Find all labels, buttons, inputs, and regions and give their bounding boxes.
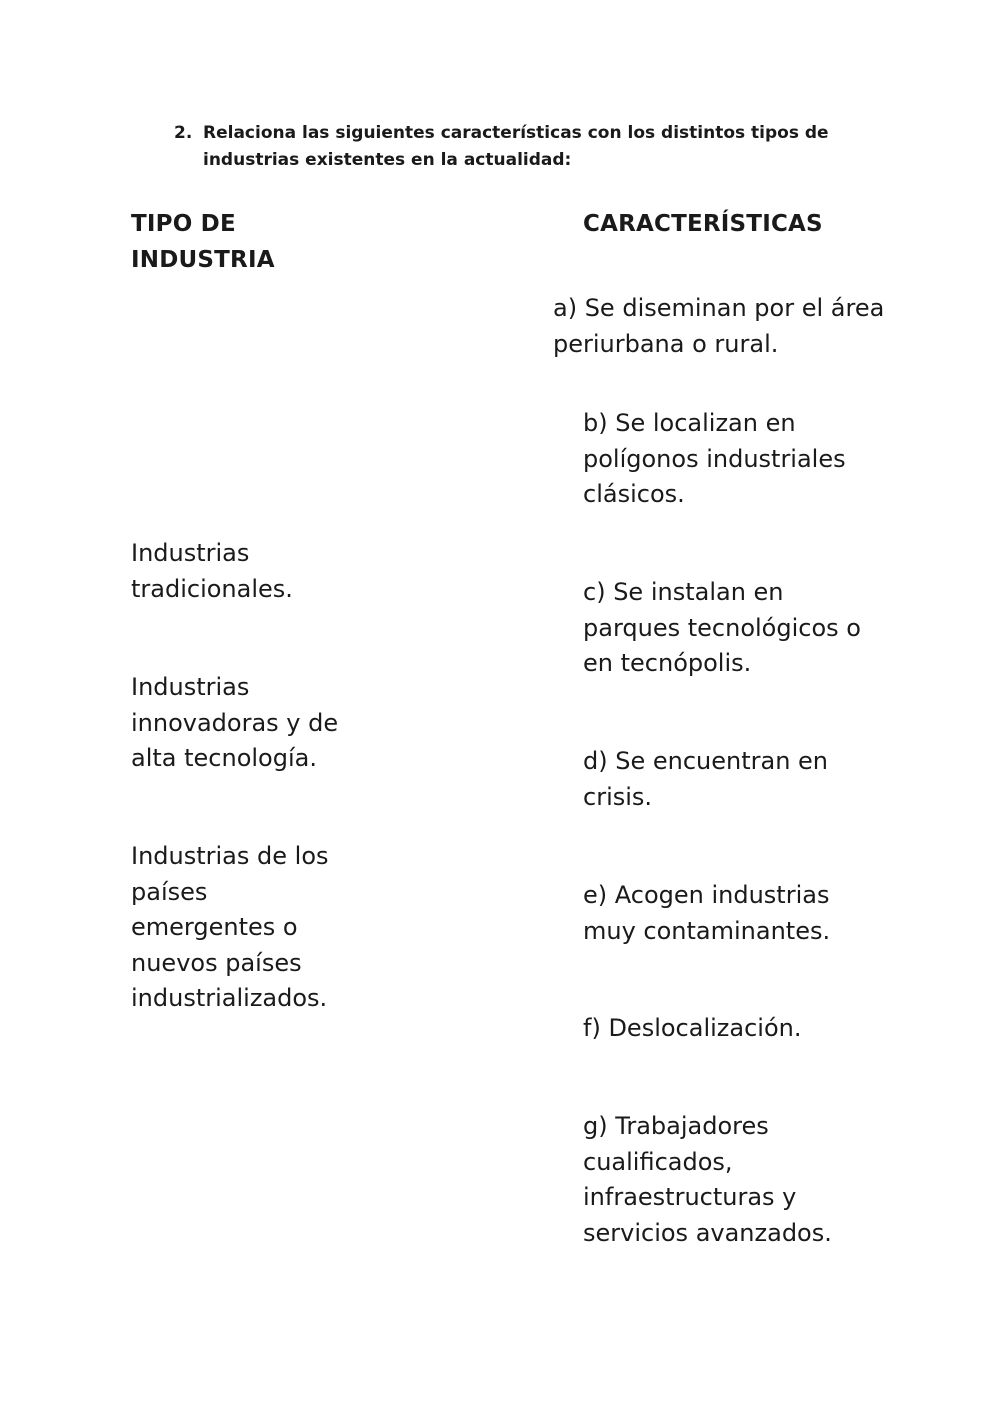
item-line: Industrias bbox=[131, 673, 250, 701]
question-number: 2. bbox=[174, 123, 193, 143]
item-line: servicios avanzados. bbox=[583, 1218, 832, 1247]
item-line: tradicionales. bbox=[131, 574, 293, 603]
characteristic-item-a[interactable] bbox=[553, 291, 884, 362]
question-text bbox=[203, 120, 874, 174]
item-line: países bbox=[131, 877, 208, 906]
item-line: emergentes o bbox=[131, 913, 298, 941]
item-line: e) Acogen industrias bbox=[583, 881, 830, 909]
header-line: INDUSTRIA bbox=[131, 247, 275, 273]
item-line: infraestructuras y bbox=[583, 1183, 797, 1211]
item-line: industrializados. bbox=[131, 984, 328, 1012]
item-line: alta tecnología. bbox=[131, 744, 317, 772]
characteristic-item-c[interactable] bbox=[583, 575, 861, 682]
item-line: Industrias bbox=[131, 539, 250, 567]
item-line: crisis. bbox=[583, 782, 653, 811]
question-prompt bbox=[174, 120, 874, 174]
item-line: muy contaminantes. bbox=[583, 916, 831, 945]
industry-type-item-traditional[interactable] bbox=[131, 536, 293, 607]
item-line: en tecnópolis. bbox=[583, 649, 752, 677]
item-line: g) Trabajadores bbox=[583, 1112, 769, 1140]
item-line: nuevos países bbox=[131, 948, 302, 977]
item-line: f) Deslocalización. bbox=[583, 1014, 802, 1042]
item-line: b) Se localizan en bbox=[583, 409, 796, 437]
industry-type-item-innovative[interactable] bbox=[131, 670, 338, 777]
item-line: Industrias de los bbox=[131, 842, 329, 870]
item-line: d) Se encuentran en bbox=[583, 747, 829, 775]
industry-type-item-emerging[interactable] bbox=[131, 839, 329, 1017]
item-line: a) Se diseminan por el área bbox=[553, 294, 885, 322]
item-line: innovadoras y de bbox=[131, 708, 339, 737]
characteristic-item-e[interactable] bbox=[583, 878, 830, 949]
question-text-line: industrias existentes en la actualidad: bbox=[203, 150, 572, 170]
industry-type-header bbox=[131, 206, 275, 278]
characteristic-item-d[interactable] bbox=[583, 744, 828, 815]
characteristics-header: CARACTERÍSTICAS bbox=[583, 211, 823, 237]
item-line: parques tecnológicos o bbox=[583, 613, 861, 642]
item-line: cualificados, bbox=[583, 1147, 733, 1176]
characteristic-item-b[interactable] bbox=[583, 406, 846, 513]
question-text-line: Relaciona las siguientes características con los distintos tipos de bbox=[203, 123, 829, 143]
item-line: periurbana o rural. bbox=[553, 329, 779, 358]
item-line: clásicos. bbox=[583, 480, 685, 508]
header-line: TIPO DE bbox=[131, 211, 236, 237]
characteristic-item-g[interactable] bbox=[583, 1109, 832, 1251]
item-line: polígonos industriales bbox=[583, 444, 846, 473]
characteristic-item-f[interactable] bbox=[583, 1011, 801, 1047]
item-line: c) Se instalan en bbox=[583, 578, 784, 606]
